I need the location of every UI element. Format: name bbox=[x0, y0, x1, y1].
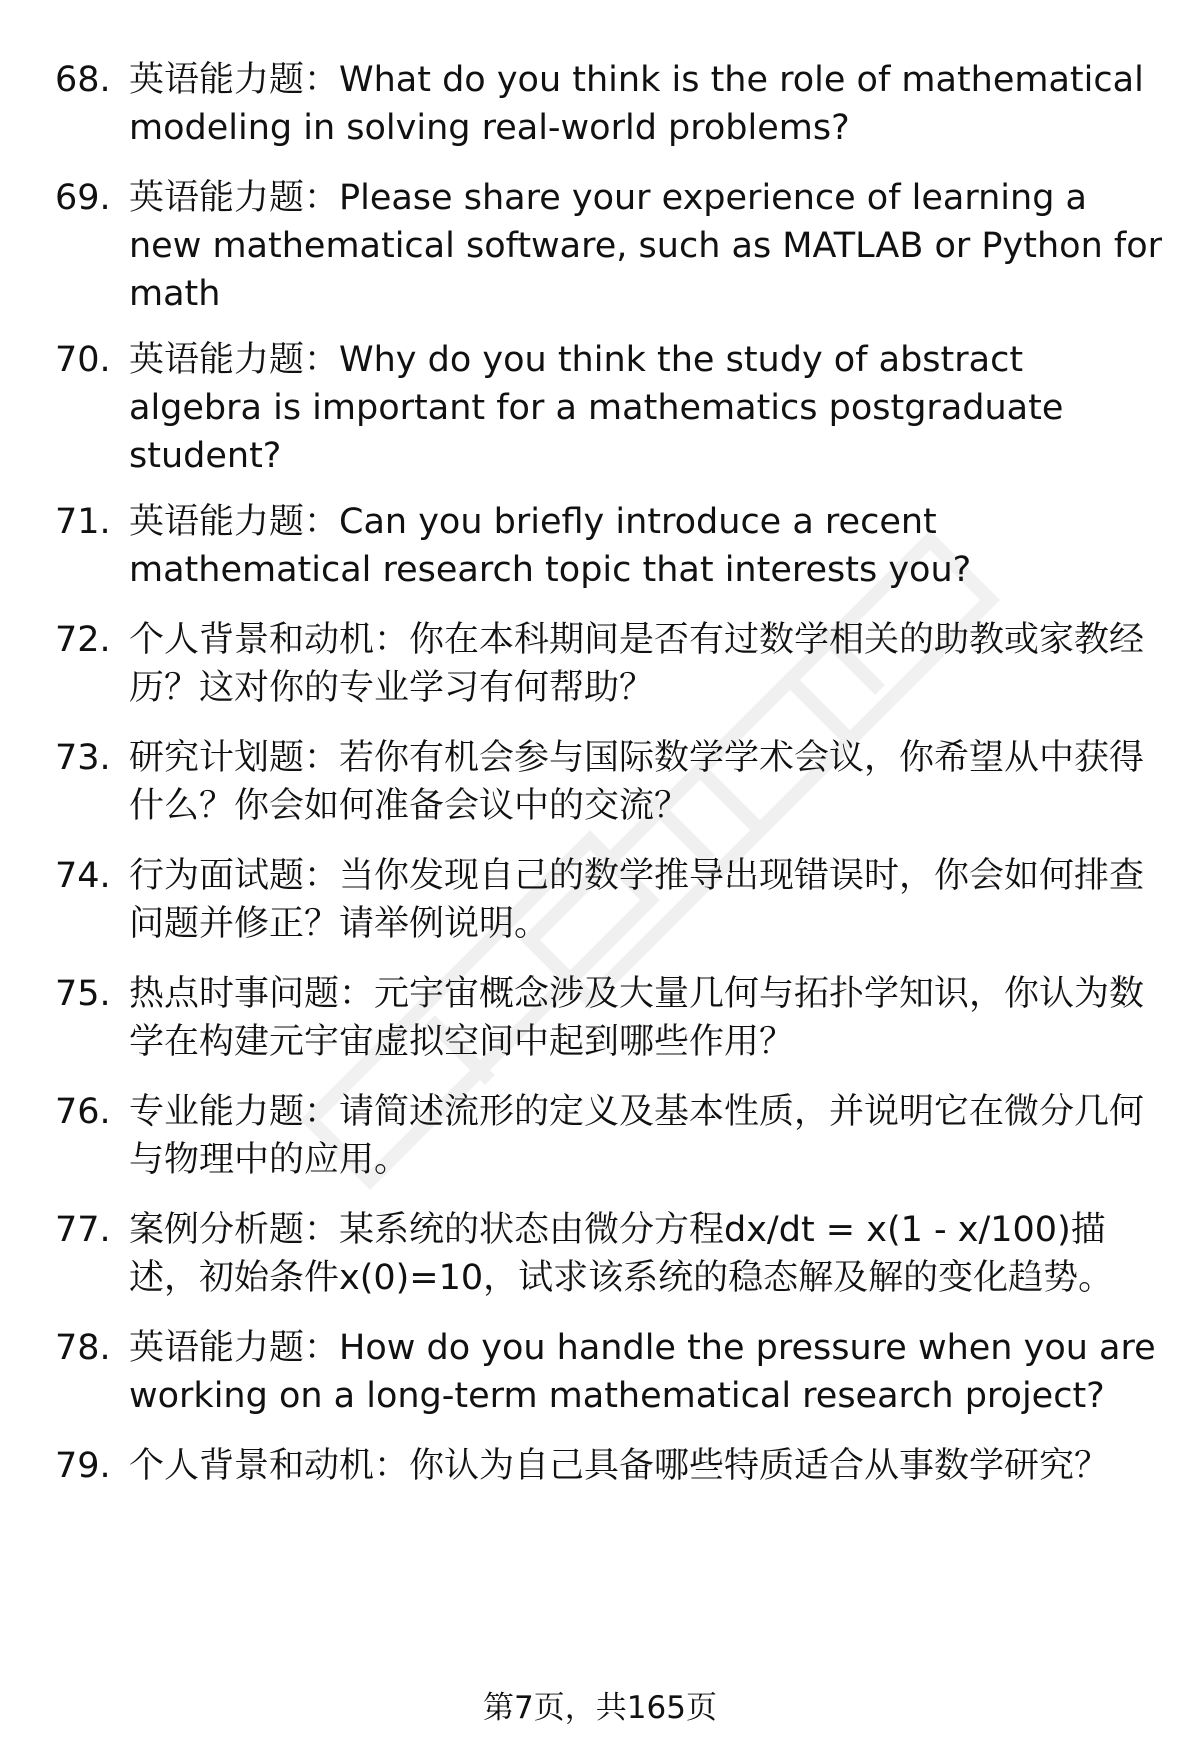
question-number: 71. bbox=[55, 502, 111, 542]
question-number: 69. bbox=[55, 178, 111, 218]
question-text: 英语能力题：How do you handle the pressure when you are working on a long-term mathematical research project? bbox=[129, 1328, 1156, 1416]
question-item bbox=[55, 174, 1165, 318]
question-number: 73. bbox=[55, 738, 111, 778]
question-text: 英语能力题：Why do you think the study of abstract algebra is important for a mathematics postgraduate student? bbox=[129, 340, 1064, 476]
question-number: 74. bbox=[55, 856, 111, 896]
question-item bbox=[55, 616, 1165, 712]
question-number: 70. bbox=[55, 340, 111, 380]
question-number: 72. bbox=[55, 620, 111, 660]
question-text: 个人背景和动机：你认为自己具备哪些特质适合从事数学研究？ bbox=[129, 1446, 1110, 1486]
question-item bbox=[55, 970, 1165, 1066]
question-text: 行为面试题：当你发现自己的数学推导出现错误时，你会如何排查问题并修正？请举例说明。 bbox=[129, 856, 1145, 944]
question-text: 专业能力题：请简述流形的定义及基本性质，并说明它在微分几何与物理中的应用。 bbox=[129, 1092, 1145, 1180]
question-item bbox=[55, 336, 1165, 480]
page-footer: 第7页，共165页 bbox=[483, 1690, 717, 1726]
question-number: 75. bbox=[55, 974, 111, 1014]
question-item bbox=[55, 1442, 1165, 1490]
question-number: 68. bbox=[55, 60, 111, 100]
question-text: 个人背景和动机：你在本科期间是否有过数学相关的助教或家教经历？这对你的专业学习有何帮助？ bbox=[129, 620, 1145, 708]
question-text: 英语能力题：Can you briefly introduce a recent mathematical research topic that interests you? bbox=[129, 502, 972, 590]
question-number: 79. bbox=[55, 1446, 111, 1486]
question-item bbox=[55, 56, 1165, 152]
question-text: 英语能力题：Please share your experience of learning a new mathematical software, such as MATLAB or Python for math bbox=[129, 178, 1162, 314]
question-text: 热点时事问题：元宇宙概念涉及大量几何与拓扑学知识，你认为数学在构建元宇宙虚拟空间中起到哪些作用？ bbox=[129, 974, 1145, 1062]
question-text: 案例分析题：某系统的状态由微分方程dx/dt = x(1 - x/100)描述，初始条件x(0)=10，试求该系统的稳态解及解的变化趋势。 bbox=[129, 1210, 1114, 1298]
question-item bbox=[55, 734, 1165, 830]
question-number: 77. bbox=[55, 1210, 111, 1250]
question-text: 英语能力题：What do you think is the role of mathematical modeling in solving real-world problems? bbox=[129, 60, 1144, 148]
question-item bbox=[55, 498, 1165, 594]
question-item bbox=[55, 852, 1165, 948]
question-number: 78. bbox=[55, 1328, 111, 1368]
question-number: 76. bbox=[55, 1092, 111, 1132]
question-item bbox=[55, 1088, 1165, 1184]
question-item bbox=[55, 1324, 1165, 1420]
question-text: 研究计划题：若你有机会参与国际数学学术会议，你希望从中获得什么？你会如何准备会议中的交流？ bbox=[129, 738, 1145, 826]
question-item bbox=[55, 1206, 1165, 1302]
